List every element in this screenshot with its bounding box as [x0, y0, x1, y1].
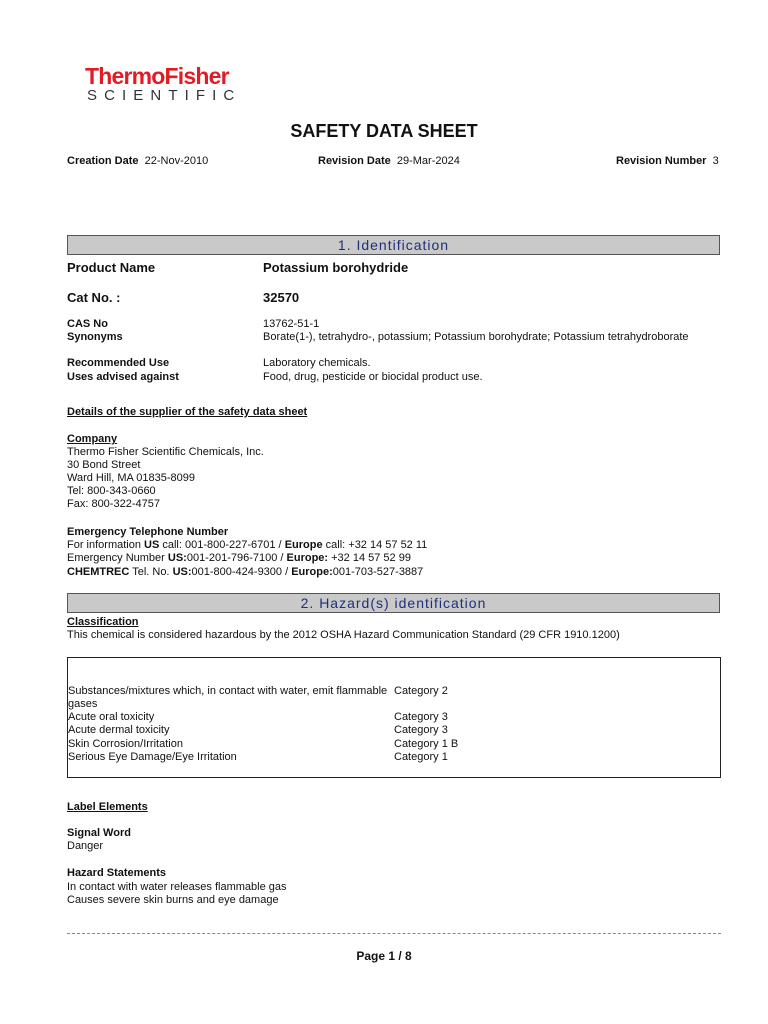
company-line: Fax: 800-322-4757 [67, 498, 160, 510]
emergency-text: 001-201-796-7100 / [186, 552, 287, 564]
signal-word-label: Signal Word [67, 827, 131, 839]
creation-date [67, 155, 208, 168]
section-1-header: 1. Identification [67, 235, 720, 255]
classification-heading: Classification [67, 616, 139, 628]
emergency-region: US: [167, 552, 187, 564]
emergency-line-info [67, 539, 427, 552]
creation-date-value: 22-Nov-2010 [144, 155, 209, 167]
emergency-text: 001-800-424-9300 / [191, 566, 292, 578]
emergency-region: Europe: [286, 552, 329, 564]
revision-date-value: 29-Mar-2024 [396, 155, 460, 167]
hazard-category: Category 3 [394, 711, 448, 723]
emergency-text: +32 14 57 52 99 [328, 552, 411, 564]
emergency-text: 001-703-527-3887 [332, 566, 424, 578]
emergency-heading: Emergency Telephone Number [67, 526, 229, 538]
company-heading: Company [67, 433, 118, 445]
hazard-name: Acute oral toxicity [68, 711, 155, 723]
company-line: 30 Bond Street [67, 459, 141, 471]
hazard-category: Category 3 [394, 724, 448, 736]
recommended-use-label: Recommended Use [67, 357, 170, 369]
hazard-name: Acute dermal toxicity [68, 724, 170, 736]
hazard-name: Skin Corrosion/Irritation [68, 738, 183, 750]
product-name-label: Product Name [67, 260, 156, 275]
section-2-header: 2. Hazard(s) identification [67, 593, 720, 613]
hazard-name: Serious Eye Damage/Eye Irritation [68, 751, 237, 763]
supplier-details-heading: Details of the supplier of the safety data sheet [67, 406, 308, 418]
document-title: SAFETY DATA SHEET [290, 121, 478, 141]
creation-date-label: Creation Date [67, 155, 139, 167]
emergency-line-chemtrec [67, 566, 423, 579]
emergency-region: US: [172, 566, 192, 578]
emergency-text: Tel. No. [129, 566, 173, 578]
uses-advised-against-value: Food, drug, pesticide or biocidal product use. [263, 371, 483, 383]
revision-number-label: Revision Number [616, 155, 707, 167]
emergency-line-number [67, 552, 411, 565]
synonyms-value: Borate(1-), tetrahydro-, potassium; Potassium borohydrate; Potassium tetrahydroborate [263, 331, 689, 343]
company-line: Tel: 800-343-0660 [67, 485, 156, 497]
cat-no-value: 32570 [263, 290, 300, 305]
hazard-category: Category 1 [394, 751, 448, 763]
product-name-value: Potassium borohydride [263, 260, 409, 275]
emergency-text: Emergency Number [67, 552, 168, 564]
emergency-region: Europe [284, 539, 323, 551]
revision-date [318, 155, 460, 168]
scientific-logo-text: SCIENTIFIC [87, 87, 242, 104]
page-number: Page 1 / 8 [356, 949, 412, 963]
footer-divider [67, 933, 721, 934]
hazard-statements-label: Hazard Statements [67, 867, 167, 879]
emergency-region: US [144, 539, 160, 551]
emergency-text: call: 001-800-227-6701 / [159, 539, 285, 551]
emergency-text: For information [67, 539, 145, 551]
cas-no-label: CAS No [67, 318, 108, 330]
cas-no-value: 13762-51-1 [263, 318, 320, 330]
hazard-category: Category 2 [394, 685, 448, 697]
hazard-name: Substances/mixtures which, in contact with water, emit flammable gases [68, 685, 388, 710]
revision-date-label: Revision Date [318, 155, 391, 167]
hazard-statement: In contact with water releases flammable gas [67, 881, 287, 893]
emergency-region: CHEMTREC [67, 566, 130, 578]
uses-advised-against-label: Uses advised against [67, 371, 179, 383]
company-line: Ward Hill, MA 01835-8099 [67, 472, 195, 484]
recommended-use-value: Laboratory chemicals. [263, 357, 371, 369]
signal-word-value: Danger [67, 840, 104, 852]
hazard-category: Category 1 B [394, 738, 459, 750]
emergency-region: Europe: [291, 566, 333, 578]
label-elements-heading: Label Elements [67, 801, 148, 813]
classification-text: This chemical is considered hazardous by the 2012 OSHA Hazard Communication Standard (29 CFR 1910.1200) [67, 629, 620, 641]
company-line: Thermo Fisher Scientific Chemicals, Inc. [67, 446, 264, 458]
revision-number [616, 155, 719, 168]
revision-number-value: 3 [712, 155, 719, 167]
thermofisher-logo: ThermoFisher [85, 63, 229, 89]
cat-no-label: Cat No. : [67, 290, 121, 305]
emergency-text: call: +32 14 57 52 11 [322, 539, 428, 551]
synonyms-label: Synonyms [67, 331, 123, 343]
hazard-statement: Causes severe skin burns and eye damage [67, 894, 279, 906]
